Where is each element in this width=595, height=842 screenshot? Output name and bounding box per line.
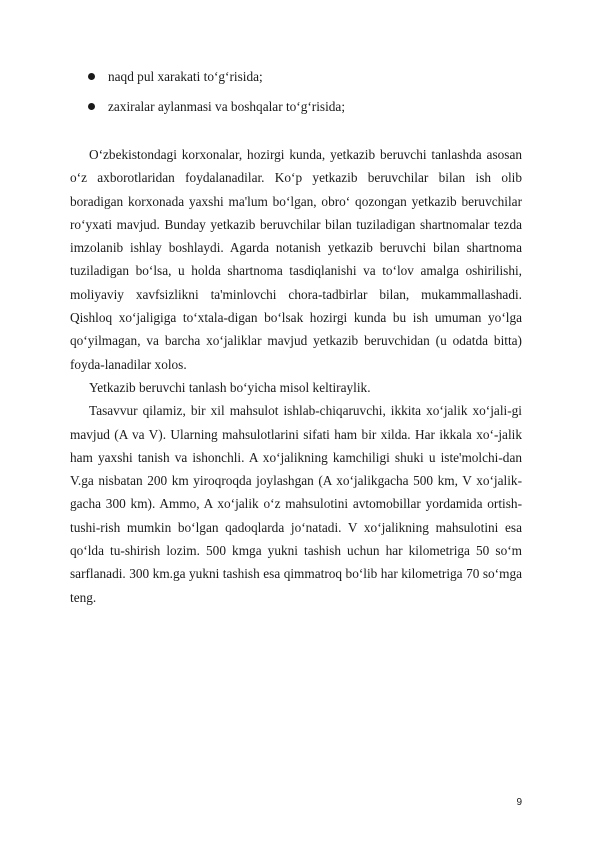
paragraph: Yetkazib beruvchi tanlash bo‘yicha misol keltiraylik.	[89, 379, 371, 395]
bullet-text: zaxiralar aylanmasi va boshqalar to‘g‘risida;	[108, 99, 346, 114]
bullet-list	[88, 68, 528, 128]
body-text	[70, 143, 522, 609]
page-number: 9	[516, 797, 522, 808]
paragraph: O‘zbekistondagi korxonalar, hozirgi kunda, yetkazib beruvchi tanlashda asosan o‘z axborotlaridan foydalanadilar. Ko‘p yetkazib beruvchilar bilan ish olib boradigan korxonada yaxshi ma'lum bo‘lgan, obro‘ qozongan yetkazib beruvchilar ro‘yxati mavjud. Bunday yetkazib beruvchilar bilan tuziladigan shartnomalar tezda imzolanib ishlay boshlaydi. Agarda notanish yetkazib beruvchi bilan shartnoma tuziladigan bo‘lsa, u holda shartnoma tasdiqlanishi va to‘lov amalga oshirilishi, moliyaviy xavfsizlikni ta'minlovchi chora-tadbirlar bilan, mukammallashadi. Qishloq xo‘jaligiga to‘xtala-digan bo‘lsak hozirgi kunda bu ish umuman yo‘lga qo‘yilmagan, va barcha xo‘jaliklar mavjud yetkazib beruvchidan (u odatda bitta) foyda-lanadilar xolos.	[70, 147, 522, 372]
bullet-dot-icon	[88, 103, 95, 110]
bullet-text: naqd pul xarakati to‘g‘risida;	[108, 69, 263, 84]
paragraph: Tasavvur qilamiz, bir xil mahsulot ishlab-chiqaruvchi, ikkita xo‘jalik xo‘jali-gi mavjud (A va V). Ularning mahsulotlarini sifati ham bir xilda. Har ikkala xo‘-jalik ham yaxshi tanish va ishonchli. A xo‘jalikning kamchiligi shuki u iste'molchi-dan V.ga nisbatan 200 km yiroqroqda joylashgan (A xo‘jalikgacha 500 km, V xo‘jalik-gacha 300 km). Ammo, A xo‘jalik o‘z mahsulotini avtomobillar yordamida ortish-tushi-rish mumkin bo‘lgan qadoqlarda jo‘natadi. V xo‘jalikning mahsulotini esa qo‘lda tu-shirish lozim. 500 kmga yukni tashish uchun har kilometriga 50 so‘m sarflanadi. 300 km.ga yukni tashish esa qimmatroq bo‘lib har kilometriga 70 so‘mga teng.	[70, 403, 522, 605]
bullet-dot-icon	[88, 73, 95, 80]
bullet-item	[88, 68, 528, 98]
bullet-item	[88, 98, 528, 128]
